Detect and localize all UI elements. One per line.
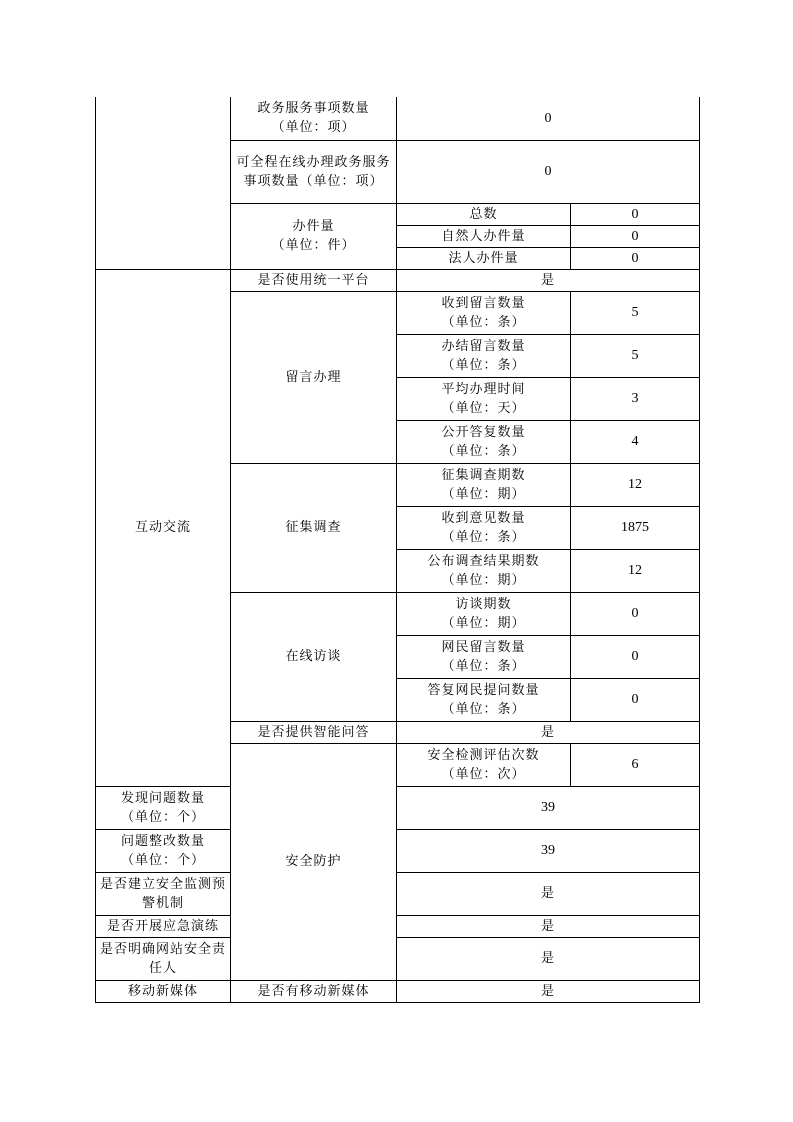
survey-results-value: 12 — [571, 549, 700, 592]
interview-messages-value: 0 — [571, 635, 700, 678]
messages-closed-label: 办结留言数量 （单位：条） — [397, 334, 571, 377]
messages-closed-value: 5 — [571, 334, 700, 377]
security-fixed-value: 39 — [397, 829, 700, 872]
survey-opinions-value: 1875 — [571, 506, 700, 549]
statistics-table — [95, 97, 700, 1003]
survey-opinions-label: 收到意见数量 （单位：条） — [397, 506, 571, 549]
security-warning-value: 是 — [397, 872, 700, 915]
security-fixed-label: 问题整改数量 （单位：个） — [96, 829, 231, 872]
interview-periods-value: 0 — [571, 592, 700, 635]
service-online-count-value: 0 — [397, 140, 700, 203]
security-checks-label: 安全检测评估次数 （单位：次） — [397, 743, 571, 786]
smart-qa-label: 是否提供智能问答 — [231, 721, 397, 743]
mobile-row-value: 是 — [397, 980, 700, 1002]
security-owner-value: 是 — [397, 937, 700, 980]
interview-messages-label: 网民留言数量 （单位：条） — [397, 635, 571, 678]
survey-periods-label: 征集调查期数 （单位：期） — [397, 463, 571, 506]
cases-natural-person-value: 0 — [571, 225, 700, 247]
security-found-label: 发现问题数量 （单位：个） — [96, 786, 231, 829]
cases-legal-person-label: 法人办件量 — [397, 247, 571, 269]
cases-natural-person-label: 自然人办件量 — [397, 225, 571, 247]
cases-total-label: 总数 — [397, 203, 571, 225]
security-drill-value: 是 — [397, 915, 700, 937]
messages-received-value: 5 — [571, 291, 700, 334]
security-drill-label: 是否开展应急演练 — [96, 915, 231, 937]
interview-replies-value: 0 — [571, 678, 700, 721]
unified-platform-label: 是否使用统一平台 — [231, 269, 397, 291]
smart-qa-value: 是 — [397, 721, 700, 743]
interview-replies-label: 答复网民提问数量 （单位：条） — [397, 678, 571, 721]
service-item-count-value: 0 — [397, 97, 700, 140]
security-warning-label: 是否建立安全监测预警机制 — [96, 872, 231, 915]
messages-public-reply-label: 公开答复数量 （单位：条） — [397, 420, 571, 463]
interaction-section-label: 互动交流 — [96, 269, 231, 786]
service-section-cell — [96, 97, 231, 269]
messages-avg-time-value: 3 — [571, 377, 700, 420]
mobile-row-label: 是否有移动新媒体 — [231, 980, 397, 1002]
interview-periods-label: 访谈期数 （单位：期） — [397, 592, 571, 635]
cases-legal-person-value: 0 — [571, 247, 700, 269]
messages-group-label: 留言办理 — [231, 291, 397, 463]
service-online-count-label: 可全程在线办理政务服务事项数量（单位：项） — [231, 140, 397, 203]
messages-avg-time-label: 平均办理时间 （单位：天） — [397, 377, 571, 420]
security-checks-value: 6 — [571, 743, 700, 786]
survey-results-label: 公布调查结果期数 （单位：期） — [397, 549, 571, 592]
messages-received-label: 收到留言数量 （单位：条） — [397, 291, 571, 334]
survey-periods-value: 12 — [571, 463, 700, 506]
security-owner-label: 是否明确网站安全责任人 — [96, 937, 231, 980]
survey-group-label: 征集调查 — [231, 463, 397, 592]
cases-total-value: 0 — [571, 203, 700, 225]
mobile-section-label: 移动新媒体 — [96, 980, 231, 1002]
security-section-label: 安全防护 — [231, 743, 397, 980]
interview-group-label: 在线访谈 — [231, 592, 397, 721]
security-found-value: 39 — [397, 786, 700, 829]
unified-platform-value: 是 — [397, 269, 700, 291]
service-cases-label: 办件量 （单位：件） — [231, 203, 397, 269]
messages-public-reply-value: 4 — [571, 420, 700, 463]
service-item-count-label: 政务服务事项数量 （单位：项） — [231, 97, 397, 140]
